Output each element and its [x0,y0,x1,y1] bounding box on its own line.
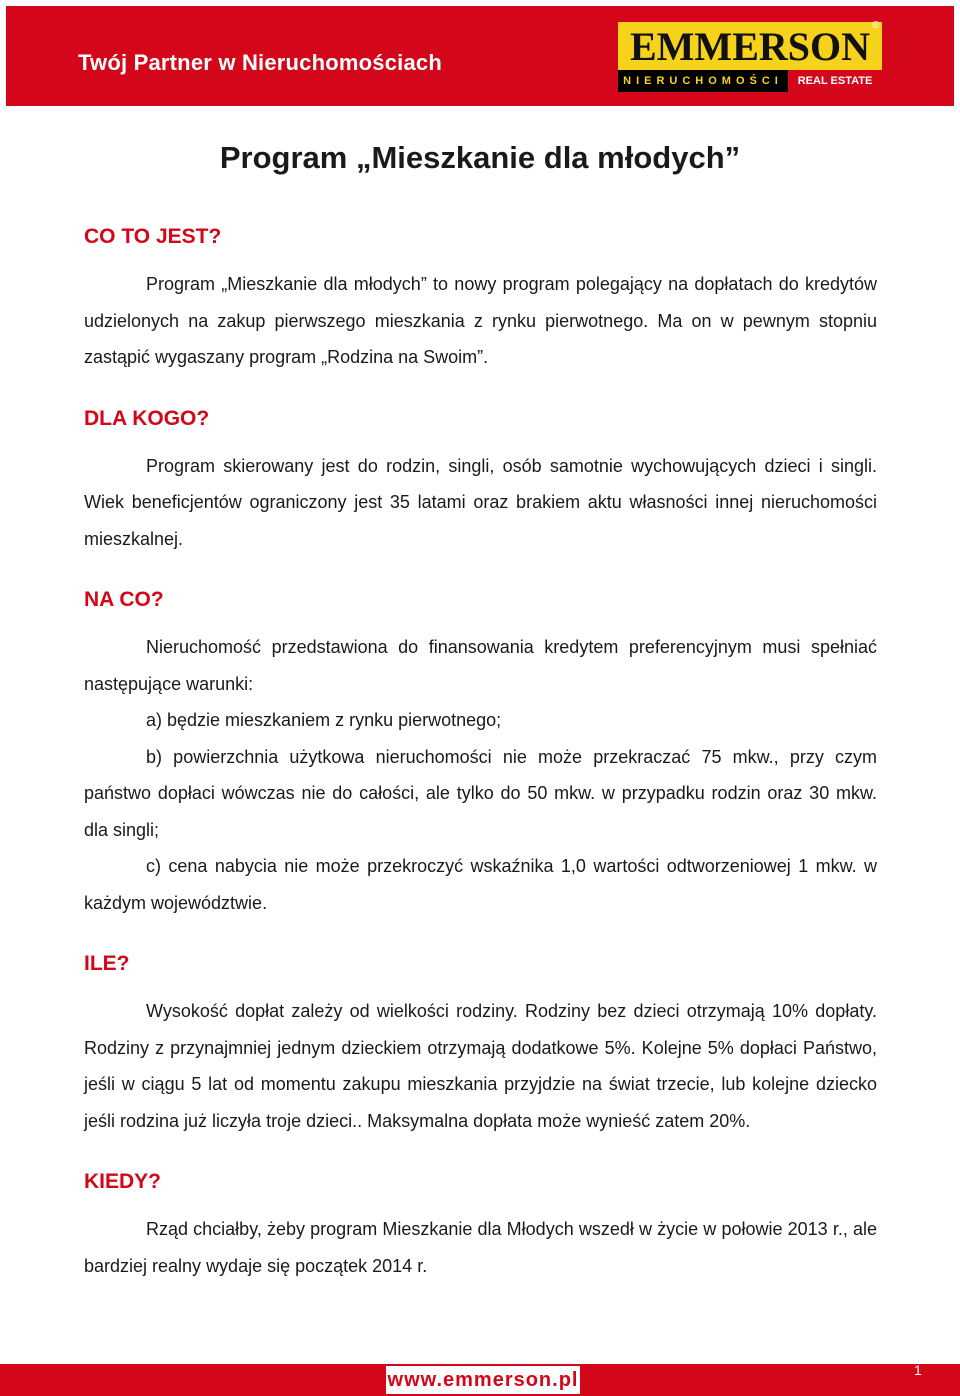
logo-strip-left: NIERUCHOMOŚCI [618,70,788,92]
section-heading-kiedy: KIEDY? [84,1170,162,1193]
list-item: a) będzie mieszkaniem z rynku pierwotnego; [146,710,502,730]
section-heading-co-to-jest: CO TO JEST? [84,225,222,248]
logo-wordmark [618,22,882,70]
section-paragraph: Wysokość dopłat zależy od wielkości rodziny. Rodziny bez dzieci otrzymają 10% dopłaty. Rodziny z przynajmniej jednym dzieckiem otrzymają dodatkowe 5%. Kolejne 5% dopłaci Państwo, jeśli w ciągu 5 lat od momentu zakupu mieszkania przyjdzie na świat trzecie, lub kolejne dziecko jeśli rodzina już liczyła troje dzieci.. Maksymalna dopłata może wynieść zatem 20%. [84,1001,877,1131]
page-number: 1 [914,1362,922,1378]
page-title [0,140,960,176]
page-title-text: Program „Mieszkanie dla młodych” [219,140,741,175]
section-paragraph: Rząd chciałby, żeby program Mieszkanie dla Młodych wszedł w życie w połowie 2013 r., ale bardziej realny wydaje się początek 2014 r. [84,1219,877,1276]
section-heading-ile: ILE? [84,952,130,975]
list-item: c) cena nabycia nie może przekroczyć wskaźnika 1,0 wartości odtworzeniowej 1 mkw. w każdym województwie. [84,856,877,913]
emmerson-logo[interactable] [618,22,882,96]
registered-mark: ® [872,20,880,31]
list-item: b) powierzchnia użytkowa nieruchomości nie może przekraczać 75 mkw., przy czym państwo dopłaci wówczas nie do całości, ale tylko do 50 mkw. w przypadku rodzin oraz 30 mkw. dla singli; [84,746,877,840]
section-heading-na-co: NA CO? [84,588,164,611]
document-body [84,222,877,1284]
section-heading-dla-kogo: DLA KOGO? [84,406,210,430]
section-paragraph: Program skierowany jest do rodzin, singli, osób samotnie wychowujących dzieci i singli. Wiek beneficjentów ograniczony jest 35 latami oraz brakiem aktu własności innej nieruchomości mieszkalnej. [84,455,877,549]
section-paragraph: Program „Mieszkanie dla młodych” to nowy program polegający na dopłatach do kredytów udzielonych na zakup pierwszego mieszkania z rynku pierwotnego. Ma on w pewnym stopniu zastąpić wygaszany program „Rodzina na Swoim”. [84,274,877,367]
section-paragraph: Nieruchomość przedstawiona do finansowania kredytem preferencyjnym musi spełniać następujące warunki: [84,637,877,694]
svg-text:EMMERSON: EMMERSON [630,24,870,69]
footer-website-link[interactable]: www.emmerson.pl [386,1366,580,1394]
header-tagline: Twój Partner w Nieruchomościach [78,50,442,75]
logo-strip-right: REAL ESTATE [788,70,882,92]
